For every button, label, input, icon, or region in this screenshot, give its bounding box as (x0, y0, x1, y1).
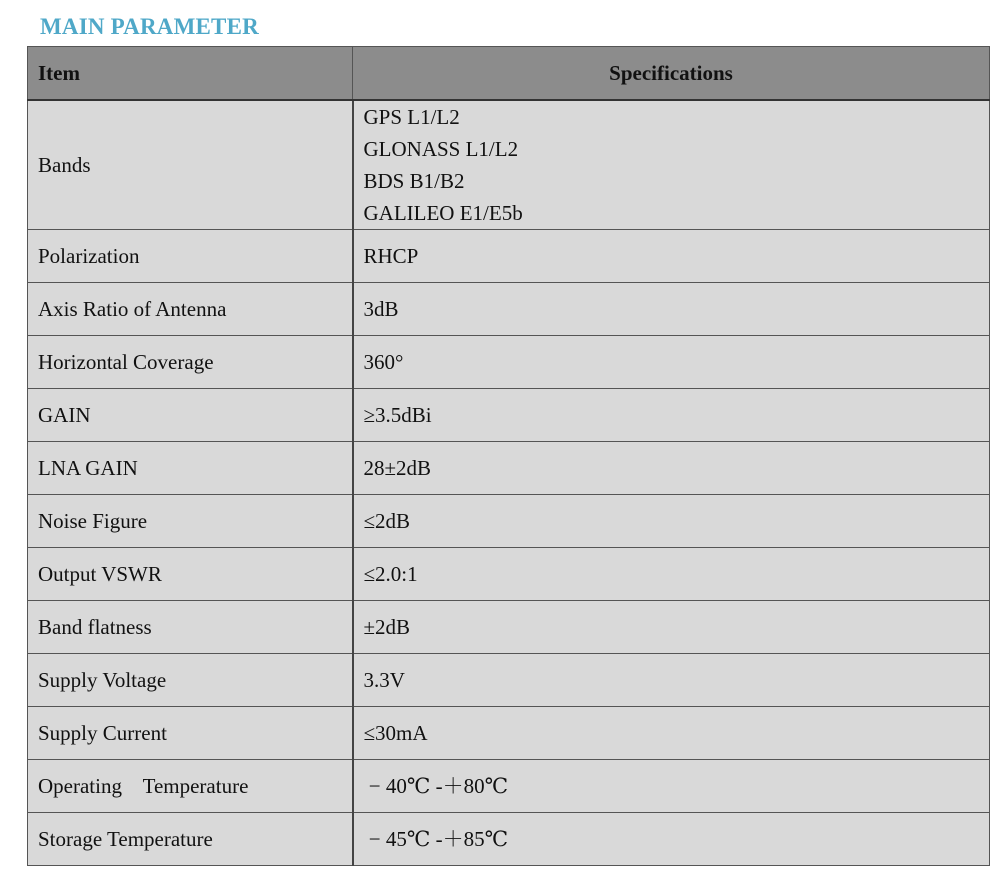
item-cell: Bands (28, 100, 353, 230)
band-value: GLONASS L1/L2 (363, 137, 519, 161)
table-row (28, 495, 990, 548)
spec-cell: 3.3V (353, 654, 990, 707)
table-row (28, 442, 990, 495)
item-cell: Supply Voltage (28, 654, 353, 707)
item-cell: Axis Ratio of Antenna (28, 283, 353, 336)
band-value: GALILEO E1/E5b (363, 201, 523, 225)
table-row (28, 654, 990, 707)
item-cell: Polarization (28, 230, 353, 283)
table-row (28, 283, 990, 336)
item-cell: Supply Current (28, 707, 353, 760)
item-cell: Horizontal Coverage (28, 336, 353, 389)
item-cell: Operating Temperature (28, 760, 353, 813)
item-cell: Noise Figure (28, 495, 353, 548)
table-row (28, 813, 990, 866)
table-row (28, 601, 990, 654)
spec-cell: − 45℃ -＋85℃ (353, 813, 990, 866)
spec-cell (353, 100, 990, 230)
spec-cell: RHCP (353, 230, 990, 283)
spec-cell: ±2dB (353, 601, 990, 654)
item-cell: Storage Temperature (28, 813, 353, 866)
item-cell: Output VSWR (28, 548, 353, 601)
band-value: BDS B1/B2 (363, 169, 465, 193)
spec-cell: 360° (353, 336, 990, 389)
table-header-row (28, 47, 990, 101)
spec-cell: ≤2dB (353, 495, 990, 548)
table-row (28, 336, 990, 389)
spec-cell: 28±2dB (353, 442, 990, 495)
table-row (28, 389, 990, 442)
parameter-table (27, 46, 990, 866)
spec-cell: ≤30mA (353, 707, 990, 760)
header-item: Item (28, 47, 353, 101)
item-cell: Band flatness (28, 601, 353, 654)
header-specifications: Specifications (353, 47, 990, 101)
table-row (28, 707, 990, 760)
item-cell: GAIN (28, 389, 353, 442)
table-row (28, 230, 990, 283)
spec-cell: 3dB (353, 283, 990, 336)
table-row (28, 548, 990, 601)
spec-cell: − 40℃ -＋80℃ (353, 760, 990, 813)
table-row (28, 760, 990, 813)
table-row-bands (28, 100, 990, 230)
spec-cell: ≥3.5dBi (353, 389, 990, 442)
item-cell: LNA GAIN (28, 442, 353, 495)
band-value: GPS L1/L2 (363, 105, 460, 129)
section-heading: MAIN PARAMETER (40, 14, 259, 39)
spec-cell: ≤2.0:1 (353, 548, 990, 601)
